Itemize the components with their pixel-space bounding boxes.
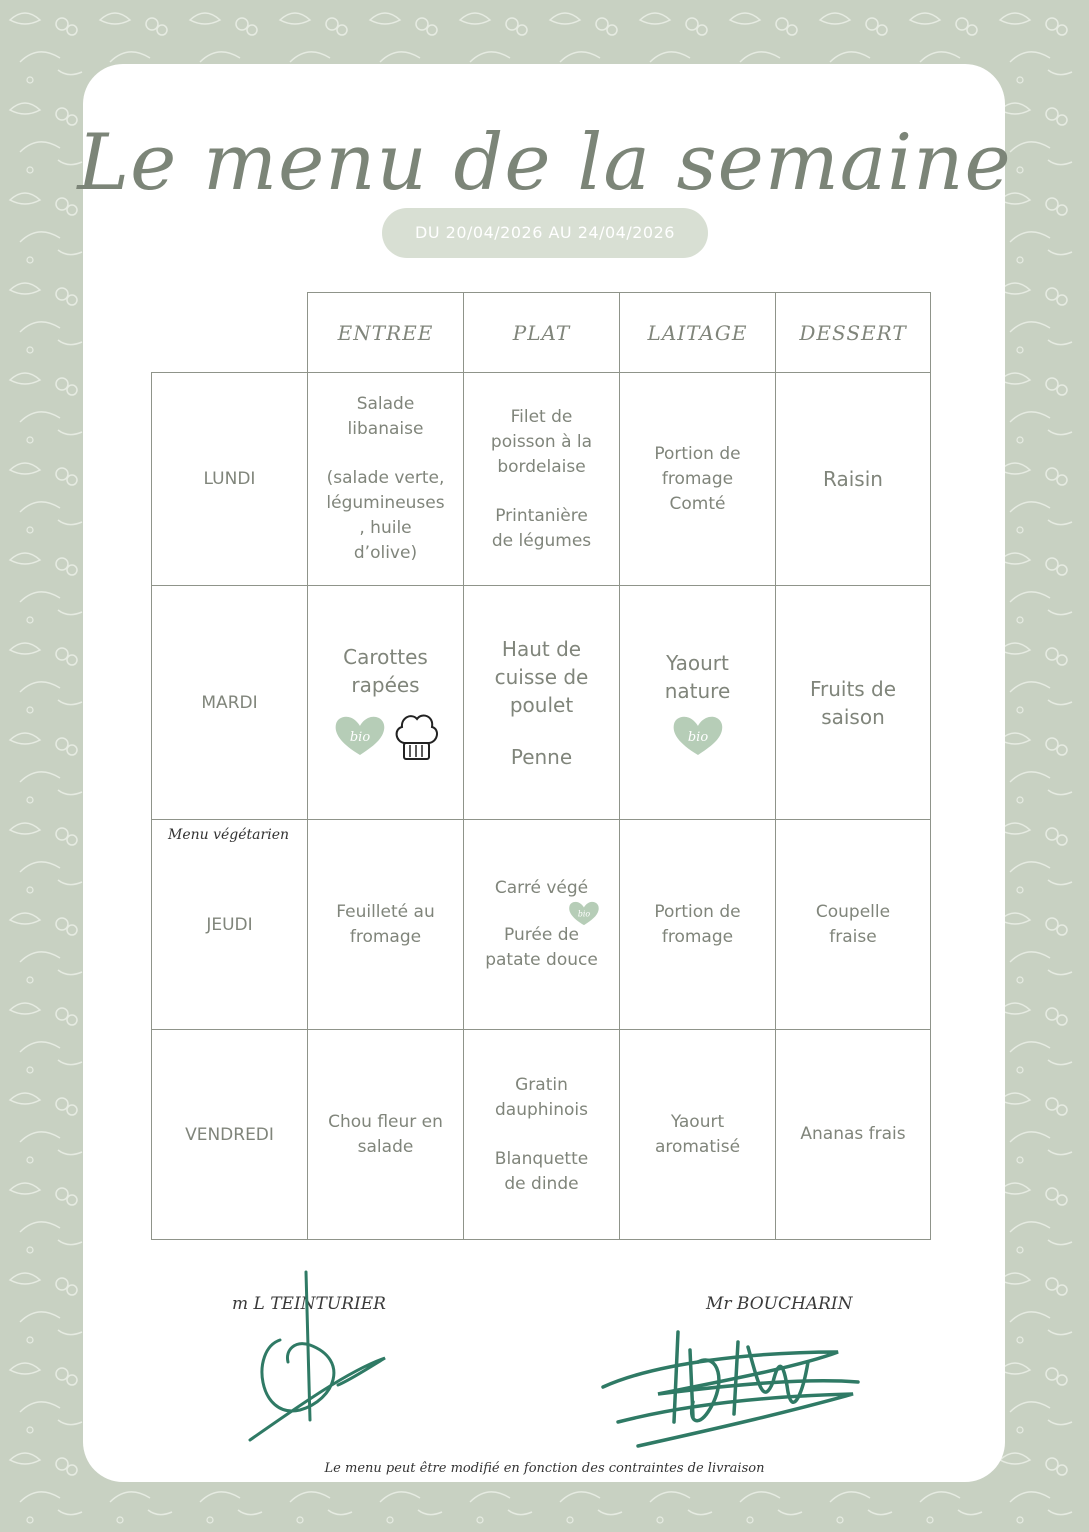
column-header-dessert: DESSERT	[776, 293, 931, 373]
dish-icons	[316, 707, 455, 763]
day-cell: VENDREDI	[152, 1030, 308, 1240]
entree-cell	[308, 820, 464, 1030]
dish-line: Portion de	[654, 901, 741, 922]
column-header-laitage: LAITAGE	[620, 293, 776, 373]
laitage-cell	[620, 586, 776, 820]
menu-table	[151, 292, 931, 1240]
page-title: Le menu de la semaine	[77, 118, 1012, 208]
entree-cell	[308, 1030, 464, 1240]
bio-heart-icon	[332, 713, 388, 757]
dish-line: Yaourt	[666, 650, 729, 675]
dish-line: Purée de	[504, 925, 579, 945]
dish-line: saison	[821, 704, 885, 729]
table-row	[152, 373, 931, 586]
dish-line: Yaourt	[670, 1111, 725, 1132]
column-header-entree: ENTREE	[308, 293, 464, 373]
dish-line: salade	[357, 1136, 414, 1157]
column-header-plat: PLAT	[464, 293, 620, 373]
dish-line: poulet	[509, 692, 574, 717]
dish-line: Carré végé	[494, 878, 589, 898]
plat-cell	[464, 820, 620, 1030]
dish-line: (salade verte,	[326, 468, 445, 488]
laitage-cell	[620, 373, 776, 586]
dish-line: nature	[664, 678, 731, 703]
day-cell: JEUDI	[152, 820, 308, 1030]
laitage-cell	[620, 820, 776, 1030]
right-signature	[598, 1322, 868, 1450]
dish-line: bordelaise	[497, 456, 586, 477]
dish-line: poisson à la	[490, 431, 593, 452]
bio-heart-icon	[670, 713, 726, 757]
table-header-row	[152, 293, 931, 373]
left-signatory-name: m L TEINTURIER	[232, 1294, 386, 1314]
dish-line: Filet de	[510, 406, 573, 427]
svg-text:bio: bio	[349, 729, 370, 745]
dish-line: fromage	[349, 926, 422, 947]
dish-line: Ananas frais	[800, 1124, 906, 1144]
dish-line: cuisse de	[494, 664, 589, 689]
plat-cell	[464, 373, 620, 586]
dish-line: légumineuses	[326, 493, 445, 513]
dessert-cell	[776, 1030, 931, 1240]
dish-line: Fruits de	[809, 676, 897, 701]
plat-cell	[464, 586, 620, 820]
dish-line: Comté	[669, 493, 726, 514]
dish-line: , huile	[359, 518, 412, 538]
dish-line: Coupelle	[815, 901, 891, 922]
plat-cell	[464, 1030, 620, 1240]
dish-line: Carottes	[343, 644, 428, 669]
entree-cell	[308, 586, 464, 820]
dish-line: de dinde	[504, 1173, 579, 1194]
day-cell: MARDI	[152, 586, 308, 820]
svg-text:bio: bio	[577, 909, 591, 919]
dish-line: Portion de	[654, 443, 741, 464]
dish-line: dauphinois	[494, 1099, 589, 1120]
dish-line: d’olive)	[353, 543, 418, 563]
right-signatory-name: Mr BOUCHARIN	[706, 1294, 853, 1314]
entree-cell	[308, 373, 464, 586]
dish-line: Chou fleur en	[328, 1111, 443, 1132]
svg-text:bio: bio	[687, 729, 708, 745]
dish-icons	[472, 899, 611, 923]
dish-line: Feuilleté au	[336, 901, 435, 922]
day-cell: LUNDI	[152, 373, 308, 586]
date-range-badge: DU 20/04/2026 AU 24/04/2026	[382, 208, 708, 258]
dish-line: libanaise	[347, 419, 424, 439]
dish-line: Haut de	[501, 636, 582, 661]
dessert-cell	[776, 586, 931, 820]
laitage-cell	[620, 1030, 776, 1240]
dish-icons	[628, 713, 767, 757]
dish-line: fromage	[661, 468, 734, 489]
table-corner	[152, 293, 308, 373]
dish-line: Raisin	[823, 467, 883, 491]
dish-line: Penne	[510, 744, 573, 769]
dish-line: fromage	[661, 926, 734, 947]
table-row	[152, 586, 931, 820]
table-row	[152, 820, 931, 1030]
dessert-cell	[776, 373, 931, 586]
dish-line: fraise	[829, 926, 877, 947]
chef-hat-icon	[392, 707, 440, 763]
left-signature	[240, 1270, 400, 1445]
vegetarian-note: Menu végétarien	[168, 827, 289, 843]
dish-line: Printanière	[495, 505, 588, 526]
footer-note: Le menu peut être modifié en fonction des contraintes de livraison	[324, 1461, 765, 1476]
dish-line: Blanquette	[494, 1148, 589, 1169]
dish-line: patate douce	[485, 950, 598, 970]
dish-line: aromatisé	[654, 1136, 741, 1157]
dish-line: Salade	[356, 394, 415, 414]
dessert-cell	[776, 820, 931, 1030]
dish-line: rapées	[351, 672, 420, 697]
dish-line: Gratin	[515, 1074, 568, 1095]
dish-line: de légumes	[491, 530, 592, 551]
table-row	[152, 1030, 931, 1240]
